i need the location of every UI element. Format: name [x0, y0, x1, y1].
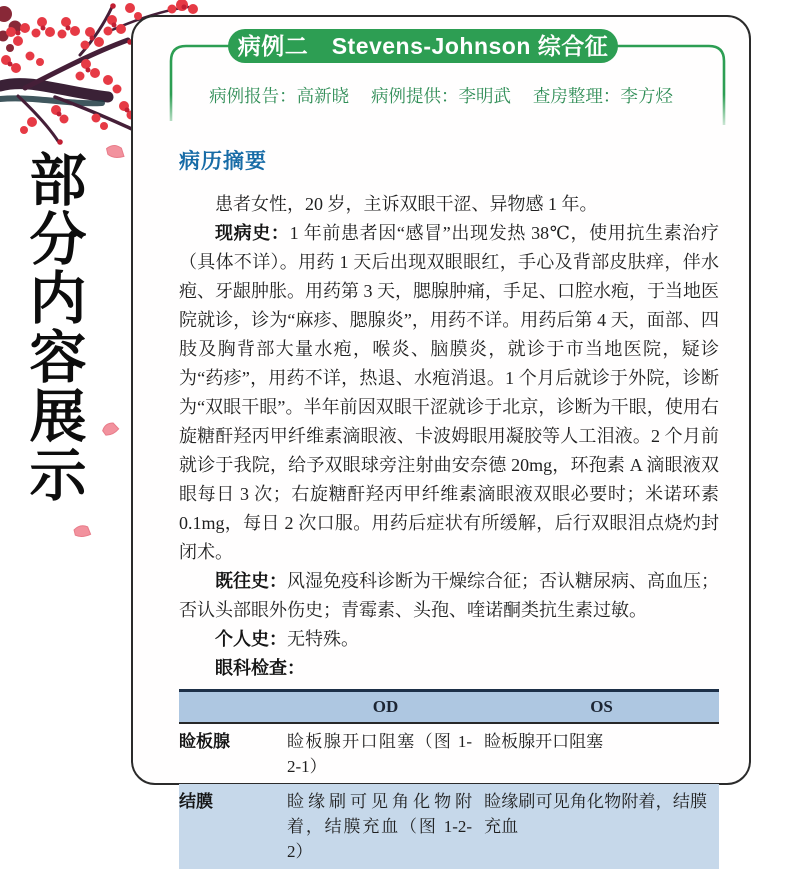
od-cell: 睑缘刷可见角化物附着，结膜充血（图 1-2-2）: [287, 784, 484, 869]
case-title: 病例二 Stevens-Johnson 综合征: [237, 33, 609, 59]
present-history-label: 现病史：: [215, 223, 290, 243]
past-history-label: 既往史：: [215, 571, 287, 591]
eye-exam-heading: [179, 654, 719, 683]
personal-history-text: 无特殊。: [287, 629, 359, 649]
od-cell: 睑板腺开口阻塞（图 1-2-1）: [287, 732, 473, 776]
col-header-od: OD: [287, 691, 484, 724]
patient-summary-paragraph: 患者女性，20 岁，主诉双眼干涩、异物感 1 年。: [215, 194, 598, 214]
personal-history-paragraph: [179, 625, 719, 654]
row-label: 睑板腺: [179, 732, 230, 751]
page-card: [131, 15, 751, 861]
personal-history-label: 个人史：: [215, 629, 287, 649]
present-history-text: 1 年前患者因“感冒”出现发热 38℃，使用抗生素治疗（具体不详）。用药 1 天后出现双眼眼红，手心及背部皮肤痒，伴水疱、牙龈肿胀。用药第 3 天，腮腺肿痛，手足、口腔水疱，于当地医院就诊，诊为“麻疹、腮腺炎”，用药不详。用药后第 4 天，面部、四肢及胸背部大量水疱，喉炎、脑膜炎，就诊于市当地医院，疑诊为“药疹”，用药不详，热退、水疱消退。1 个月后就诊于外院，诊断为“双眼干眼”。半年前因双眼干涩就诊于北京，诊断为干眼，使用右旋糖酐羟丙甲纤维素滴眼液、卡波姆眼用凝胶等人工泪液。2 个月前就诊于我院，给予双眼球旁注射曲安奈德 20mg，环孢素 A 滴眼液双眼每日 3 次；右旋糖酐羟丙甲纤维素滴眼液双眼必要时；米诺环素 0.1mg，每日 2 次口服。用药后症状有所缓解，后行双眼泪点烧灼封闭术。: [179, 223, 719, 562]
os-cell: 睑板腺开口阻塞: [484, 732, 604, 751]
present-history-paragraph: [179, 219, 719, 567]
os-cell: 睑缘刷可见角化物附着，结膜充血: [484, 784, 719, 869]
col-header-os: OS: [484, 691, 719, 724]
case-title-pill: [228, 29, 618, 63]
table-row: [179, 723, 719, 784]
past-history-paragraph: [179, 567, 719, 625]
row-label: 结膜: [179, 784, 287, 869]
table-row: [179, 784, 719, 869]
eye-exam-table: [179, 689, 719, 869]
credits-line: 病例报告：高新晓 病例提供：李明武 查房整理：李方烃: [209, 86, 673, 106]
vertical-banner-text: 部分内容展示: [20, 150, 86, 504]
case-summary-section: [179, 145, 719, 869]
eye-exam-label: 眼科检查：: [215, 658, 305, 678]
summary-heading: 病历摘要: [179, 149, 267, 173]
eye-exam-table-wrap: [179, 689, 719, 869]
col-header-empty: [179, 691, 287, 724]
table-header-row: [179, 691, 719, 724]
past-history-text: 风湿免疫科诊断为干燥综合征；否认糖尿病、高血压；否认头部眼外伤史；青霉素、头孢、喹诺酮类抗生素过敏。: [179, 571, 719, 620]
corner-blossom-icon: [0, 6, 22, 52]
